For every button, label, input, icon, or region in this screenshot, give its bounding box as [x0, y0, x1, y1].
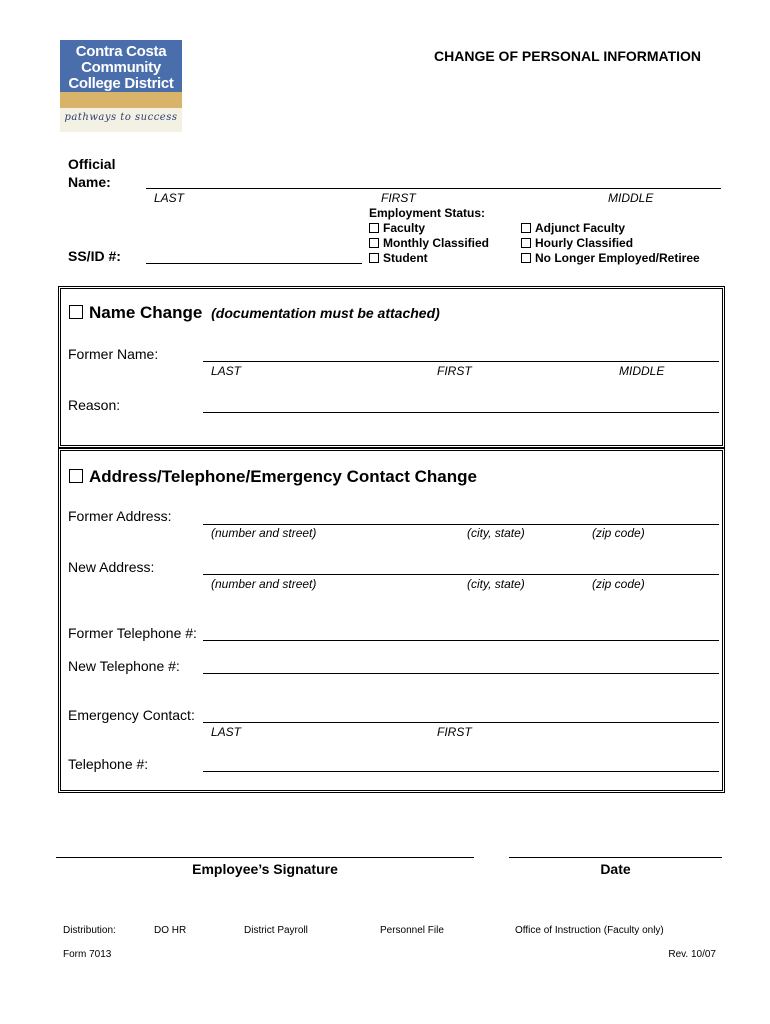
- new-address-label: New Address:: [68, 559, 155, 575]
- checkbox-adjunct-faculty[interactable]: [521, 223, 531, 233]
- address-change-checkbox[interactable]: [69, 469, 83, 483]
- form-number: Form 7013: [63, 949, 112, 960]
- reason-label: Reason:: [68, 397, 121, 413]
- former-name-label: Former Name:: [68, 346, 159, 362]
- former-name-first-caption: FIRST: [437, 364, 472, 378]
- official-name-label-line-2: Name:: [68, 174, 111, 190]
- former-address-label: Former Address:: [68, 508, 172, 524]
- logo-hills: [60, 92, 182, 108]
- official-name-field[interactable]: [146, 188, 721, 189]
- form-title: CHANGE OF PERSONAL INFORMATION: [434, 48, 702, 64]
- date-field[interactable]: [509, 857, 722, 858]
- logo-tagline: pathways to success: [64, 112, 178, 123]
- new-address-zip-hint: (zip code): [592, 577, 645, 591]
- official-name-middle-caption: MIDDLE: [608, 191, 654, 205]
- former-address-zip-hint: (zip code): [592, 526, 645, 540]
- reason-field[interactable]: [203, 412, 719, 413]
- former-name-field[interactable]: [203, 361, 719, 362]
- distribution-item: Personnel File: [380, 925, 444, 936]
- checkbox-hourly-classified[interactable]: [521, 238, 531, 248]
- former-name-middle-caption: MIDDLE: [619, 364, 665, 378]
- ssid-label: SS/ID #:: [68, 248, 121, 264]
- distribution-item: Office of Instruction (Faculty only): [515, 925, 664, 936]
- address-change-heading: [69, 467, 477, 487]
- option-student-label: Student: [383, 251, 428, 265]
- former-address-field[interactable]: [203, 524, 719, 525]
- former-telephone-field[interactable]: [203, 640, 719, 641]
- checkbox-monthly-classified[interactable]: [369, 238, 379, 248]
- address-change-section: [58, 448, 725, 793]
- official-name-last-caption: LAST: [154, 191, 185, 205]
- signature-field[interactable]: [56, 857, 474, 858]
- date-label: Date: [600, 861, 631, 877]
- official-name-label-line-1: Official: [68, 156, 116, 172]
- former-name-last-caption: LAST: [211, 364, 242, 378]
- former-telephone-label: Former Telephone #:: [68, 625, 197, 641]
- option-monthly-classified-label: Monthly Classified: [383, 236, 490, 250]
- option-monthly-classified[interactable]: [369, 236, 489, 250]
- name-change-section: [58, 286, 725, 448]
- option-hourly-classified-label: Hourly Classified: [535, 236, 634, 250]
- new-address-street-hint: (number and street): [211, 577, 317, 591]
- signature-label: Employee’s Signature: [192, 861, 338, 877]
- logo-line-3: College District: [68, 75, 174, 92]
- checkbox-faculty[interactable]: [369, 223, 379, 233]
- option-faculty-label: Faculty: [383, 221, 426, 235]
- revision-date: Rev. 10/07: [668, 949, 716, 960]
- logo-line-2: Community: [81, 59, 161, 76]
- option-no-longer-employed-label: No Longer Employed/Retiree: [535, 251, 700, 265]
- former-address-street-hint: (number and street): [211, 526, 317, 540]
- emergency-contact-label: Emergency Contact:: [68, 707, 195, 723]
- emergency-contact-field[interactable]: [203, 722, 719, 723]
- option-no-longer-employed[interactable]: [521, 251, 700, 265]
- ssid-field[interactable]: [146, 263, 362, 264]
- emergency-telephone-field[interactable]: [203, 771, 719, 772]
- option-faculty[interactable]: [369, 221, 425, 235]
- option-adjunct-faculty[interactable]: [521, 221, 625, 235]
- emergency-telephone-label: Telephone #:: [68, 756, 149, 772]
- name-change-title: Name Change: [89, 303, 203, 322]
- official-name-label: [68, 155, 115, 191]
- checkbox-student[interactable]: [369, 253, 379, 263]
- emergency-last-caption: LAST: [211, 725, 242, 739]
- new-address-field[interactable]: [203, 574, 719, 575]
- option-hourly-classified[interactable]: [521, 236, 633, 250]
- employment-status-label: Employment Status:: [369, 206, 486, 220]
- option-adjunct-faculty-label: Adjunct Faculty: [535, 221, 626, 235]
- official-name-first-caption: FIRST: [381, 191, 416, 205]
- new-telephone-field[interactable]: [203, 673, 719, 674]
- former-address-city-hint: (city, state): [467, 526, 525, 540]
- name-change-checkbox[interactable]: [69, 305, 83, 319]
- new-telephone-label: New Telephone #:: [68, 658, 180, 674]
- address-change-title: Address/Telephone/Emergency Contact Change: [89, 467, 477, 486]
- new-address-city-hint: (city, state): [467, 577, 525, 591]
- name-change-note: (documentation must be attached): [211, 305, 440, 321]
- name-change-heading: [69, 303, 440, 323]
- emergency-first-caption: FIRST: [437, 725, 472, 739]
- district-logo: [60, 40, 182, 132]
- distribution-item: District Payroll: [244, 925, 308, 936]
- checkbox-no-longer-employed[interactable]: [521, 253, 531, 263]
- distribution-item: DO HR: [154, 925, 187, 936]
- distribution-label: Distribution:: [63, 925, 116, 936]
- logo-line-1: Contra Costa: [75, 43, 167, 60]
- option-student[interactable]: [369, 251, 428, 265]
